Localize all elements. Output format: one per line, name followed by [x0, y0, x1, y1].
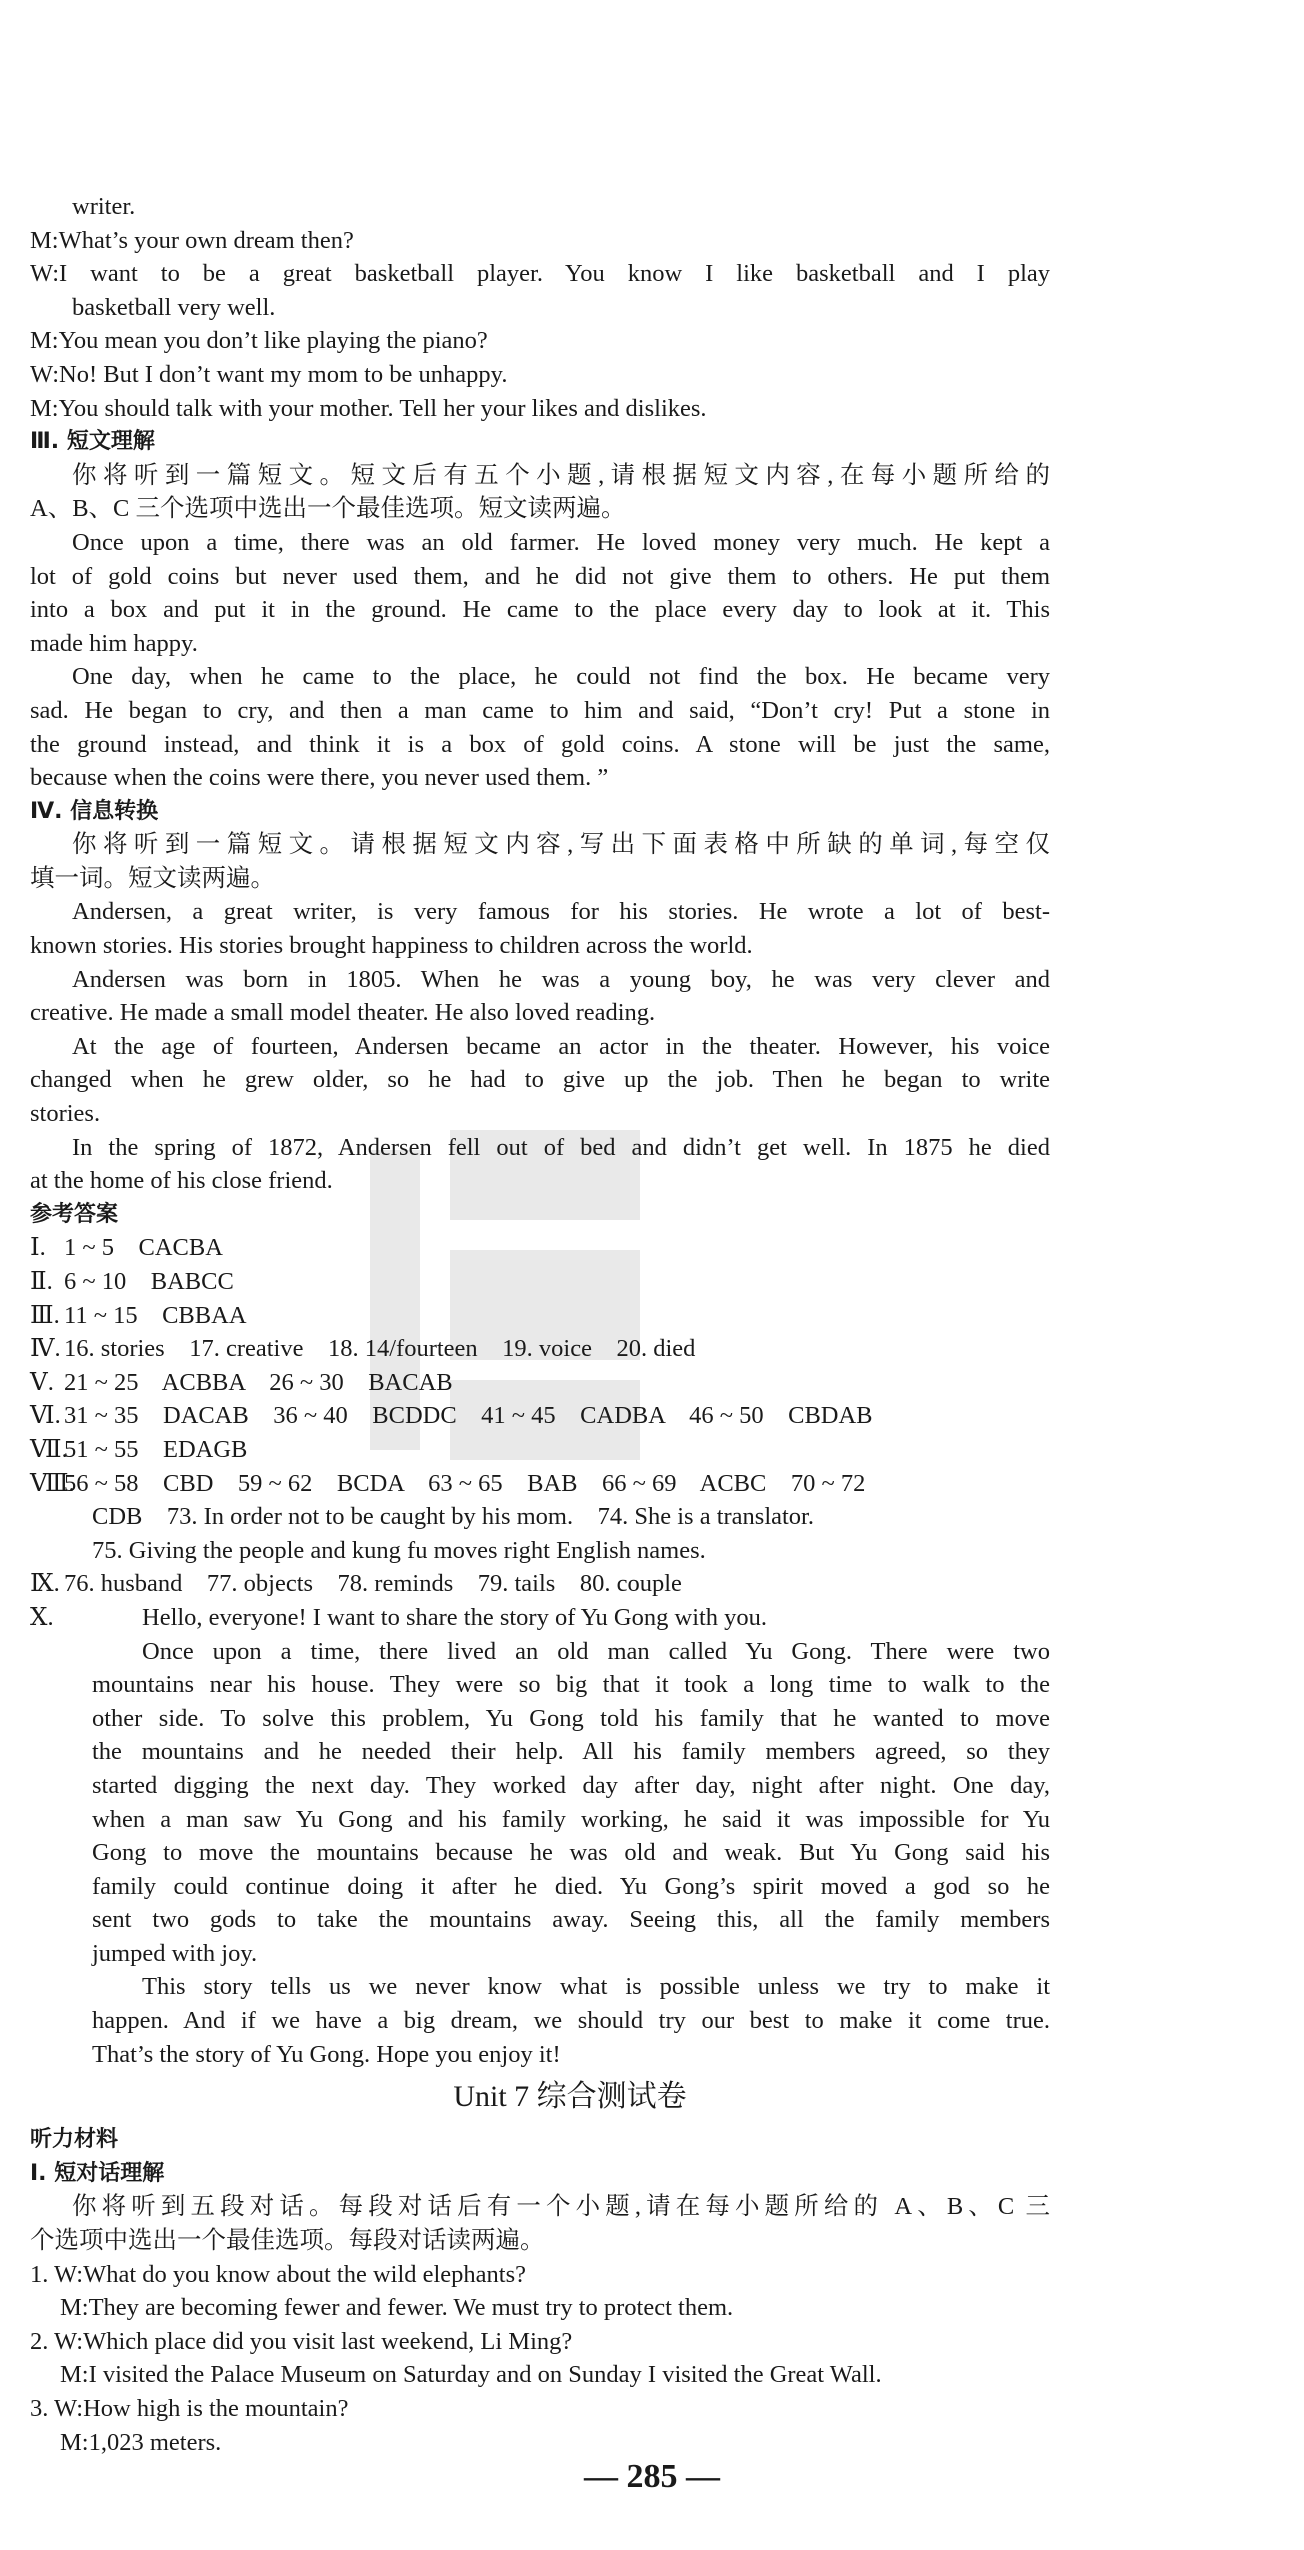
answer-continuation: CDB 73. In order not to be caught by his mom. 74. She is a translator.: [92, 1503, 814, 1531]
essay-line: started digging the next day. They worked day after day, night after night. One day,: [92, 1771, 1050, 1799]
text-line: W:I want to be a great basketball player. You know I like basketball and I play: [30, 260, 1050, 288]
text-line: 2. W:Which place did you visit last weekend, Li Ming?: [30, 2327, 573, 2355]
essay-line: happen. And if we have a big dream, we should try our best to make it come true.: [92, 2007, 1050, 2035]
answer-text: 6 ~ 10 BABCC: [64, 1268, 234, 1295]
answer-text: 11 ~ 15 CBBAA: [64, 1301, 247, 1329]
text-line: into a box and put it in the ground. He came to the place every day to look at it. This: [30, 596, 1050, 624]
text-line: at the home of his close friend.: [30, 1167, 333, 1195]
answer-number: Ⅸ.: [30, 1570, 60, 1598]
text-line: the ground instead, and think it is a box of gold coins. A stone will be just the same,: [30, 730, 1050, 758]
essay-line: jumped with joy.: [92, 1939, 258, 1967]
answer-text: Hello, everyone! I want to share the story of Yu Gong with you.: [142, 1603, 768, 1631]
text-line: basketball very well.: [72, 293, 276, 321]
section-heading: Ⅲ. 短文理解: [30, 429, 155, 455]
text-line: In the spring of 1872, Andersen fell out of bed and didn’t get well. In 1875 he died: [72, 1133, 1050, 1161]
text-line: lot of gold coins but never used them, and he did not give them to others. He put them: [30, 562, 1050, 590]
section-heading: Ⅳ. 信息转换: [30, 798, 159, 824]
answer-row: [30, 1567, 1050, 1601]
text-line: A、B、C 三个选项中选出一个最佳选项。短文读两遍。: [30, 495, 626, 523]
answer-number: Ⅲ.: [30, 1301, 60, 1329]
essay-line: This story tells us we never know what is possible unless we try to make it: [142, 1973, 1050, 2001]
answer-text: 1 ~ 5 CACBA: [64, 1234, 223, 1262]
answer-row: [30, 1299, 1050, 1333]
essay-line: other side. To solve this problem, Yu Gong told his family that he wanted to move: [92, 1704, 1050, 1732]
text-line: M:They are becoming fewer and fewer. We must try to protect them.: [60, 2294, 734, 2322]
text-line: writer.: [72, 193, 136, 220]
listening-heading: 听力材料: [30, 2127, 119, 2153]
text-line: Once upon a time, there was an old farmer. He loved money very much. He kept a: [72, 528, 1050, 556]
essay-line: Once upon a time, there lived an old man called Yu Gong. There were two: [142, 1637, 1050, 1665]
text-line: sad. He began to cry, and then a man came to him and said, “Don’t cry! Put a stone in: [30, 696, 1050, 724]
answer-number: Ⅹ.: [30, 1603, 54, 1631]
answer-text: 16. stories 17. creative 18. 14/fourteen 19. voice 20. died: [64, 1335, 696, 1363]
text-line: W:No! But I don’t want my mom to be unhappy.: [30, 360, 508, 388]
text-line: One day, when he came to the place, he could not find the box. He became very: [72, 663, 1050, 691]
text-line: M:What’s your own dream then?: [30, 226, 354, 254]
essay-line: when a man saw Yu Gong and his family working, he said it was impossible for Yu: [92, 1805, 1050, 1833]
text-line: 个选项中选出一个最佳选项。每段对话读两遍。: [30, 2227, 545, 2255]
answer-number: Ⅱ.: [30, 1268, 53, 1295]
answer-row: [30, 1601, 1050, 1635]
answer-continuation: 75. Giving the people and kung fu moves right English names.: [92, 1536, 706, 1564]
text-line: changed when he grew older, so he had to give up the job. Then he began to write: [30, 1066, 1050, 1094]
answer-number: Ⅴ.: [30, 1368, 54, 1396]
text-line: because when the coins were there, you never used them. ”: [30, 764, 609, 792]
text-line: 填一词。短文读两遍。: [30, 864, 275, 892]
answer-text: 21 ~ 25 ACBBA 26 ~ 30 BACAB: [64, 1368, 453, 1396]
answer-row: [30, 1332, 1050, 1366]
answer-text: 31 ~ 35 DACAB 36 ~ 40 BCDDC 41 ~ 45 CADBA 46 ~ 50 CBDAB: [64, 1402, 873, 1430]
text-line: M:You mean you don’t like playing the piano?: [30, 327, 488, 355]
text-line: 你将听到一篇短文。短文后有五个小题,请根据短文内容,在每小题所给的: [72, 461, 1050, 489]
text-line: creative. He made a small model theater. He also loved reading.: [30, 999, 656, 1027]
text-line: At the age of fourteen, Andersen became an actor in the theater. However, his voice: [72, 1032, 1050, 1060]
text-line: Andersen was born in 1805. When he was a young boy, he was very clever and: [72, 965, 1050, 993]
text-line: Andersen, a great writer, is very famous for his stories. He wrote a lot of best-: [72, 898, 1050, 926]
answer-number: Ⅶ.: [30, 1435, 68, 1463]
essay-line: sent two gods to take the mountains away. Seeing this, all the family members: [92, 1906, 1050, 1934]
answer-text: 51 ~ 55 EDAGB: [64, 1435, 248, 1463]
document-page: [30, 190, 1050, 2459]
unit-title: Unit 7 综合测试卷: [453, 2080, 687, 2114]
answer-row: [30, 1231, 1050, 1265]
answer-row: [30, 1467, 1050, 1501]
section-heading: Ⅰ. 短对话理解: [30, 2160, 165, 2186]
text-line: 3. W:How high is the mountain?: [30, 2395, 349, 2422]
text-line: made him happy.: [30, 629, 198, 657]
text-line: 你将听到五段对话。每段对话后有一个小题,请在每小题所给的 A、B、C 三: [72, 2193, 1050, 2221]
text-line: 1. W:What do you know about the wild elephants?: [30, 2260, 527, 2288]
answer-row: [30, 1399, 1050, 1433]
text-line: M:1,023 meters.: [60, 2428, 222, 2456]
text-line: known stories. His stories brought happiness to children across the world.: [30, 932, 753, 960]
text-line: 你将听到一篇短文。请根据短文内容,写出下面表格中所缺的单词,每空仅: [72, 831, 1050, 859]
essay-line: family could continue doing it after he died. Yu Gong’s spirit moved a god so he: [92, 1872, 1050, 1900]
answers-heading: 参考答案: [30, 1201, 119, 1227]
essay-line: the mountains and he needed their help. All his family members agreed, so they: [92, 1738, 1050, 1766]
text-line: M:I visited the Palace Museum on Saturday and on Sunday I visited the Great Wall.: [60, 2361, 882, 2389]
text-line: M:You should talk with your mother. Tell her your likes and dislikes.: [30, 394, 707, 422]
answer-row: [30, 1433, 1050, 1467]
essay-line: Gong to move the mountains because he was old and weak. But Yu Gong said his: [92, 1839, 1050, 1867]
answer-row: [30, 1366, 1050, 1400]
answer-number: Ⅳ.: [30, 1335, 61, 1363]
page-number: — 285 —: [584, 2458, 720, 2495]
text-line: stories.: [30, 1100, 101, 1128]
answer-text: 76. husband 77. objects 78. reminds 79. tails 80. couple: [64, 1570, 682, 1598]
essay-line: mountains near his house. They were so big that it took a long time to walk to the: [92, 1671, 1050, 1699]
answer-row: [30, 1265, 1050, 1299]
essay-line: That’s the story of Yu Gong. Hope you enjoy it!: [92, 2040, 561, 2068]
answer-number: Ⅵ.: [30, 1402, 61, 1430]
answer-number: Ⅰ.: [30, 1234, 46, 1262]
answer-number: Ⅷ.: [30, 1469, 75, 1497]
answer-text: 56 ~ 58 CBD 59 ~ 62 BCDA 63 ~ 65 BAB 66 ~ 69 ACBC 70 ~ 72: [64, 1469, 866, 1497]
